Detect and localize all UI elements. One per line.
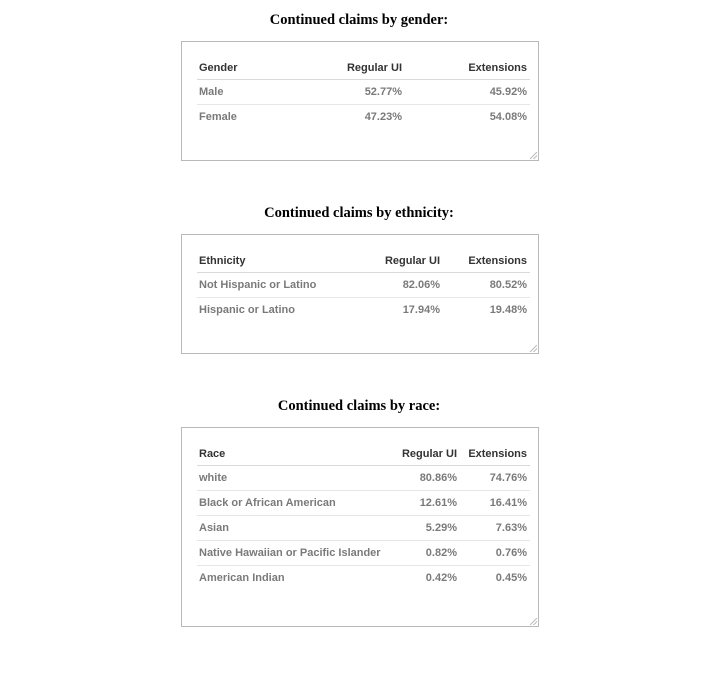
resize-handle-icon[interactable] <box>530 618 537 625</box>
race-table-panel[interactable] <box>181 427 539 627</box>
regular-ui-value: 80.86% <box>396 466 460 491</box>
row-label: Asian <box>197 516 396 541</box>
extensions-value: 45.92% <box>405 80 530 105</box>
row-label: Native Hawaiian or Pacific Islander <box>197 541 396 566</box>
row-label: Not Hispanic or Latino <box>197 273 362 298</box>
table-row <box>197 298 530 323</box>
regular-ui-value: 5.29% <box>396 516 460 541</box>
ethnicity-heading: Continued claims by ethnicity: <box>264 205 454 221</box>
regular-ui-value: 52.77% <box>342 80 405 105</box>
table-row <box>197 541 530 566</box>
regular-ui-value: 0.82% <box>396 541 460 566</box>
table-row <box>197 516 530 541</box>
column-header-gender[interactable]: Gender <box>197 57 342 80</box>
column-header-extensions[interactable]: Extensions <box>443 250 530 273</box>
table-row <box>197 566 530 591</box>
regular-ui-value: 47.23% <box>364 111 402 123</box>
regular-ui-value: 0.42% <box>425 572 457 584</box>
table-row <box>197 105 530 130</box>
extensions-value: 0.45% <box>495 572 527 584</box>
table-header-row <box>197 57 530 80</box>
column-header-regular-ui[interactable]: Regular UI <box>396 443 460 466</box>
extensions-value: 16.41% <box>460 491 530 516</box>
ethnicity-table-panel[interactable] <box>181 234 539 354</box>
extensions-value: 54.08% <box>489 111 527 123</box>
row-label: white <box>197 466 396 491</box>
table-row <box>197 80 530 105</box>
race-heading: Continued claims by race: <box>277 398 441 414</box>
table-row <box>197 273 530 298</box>
row-label: Hispanic or Latino <box>199 304 295 316</box>
column-header-regular-ui[interactable]: Regular UI <box>342 57 405 80</box>
extensions-value: 74.76% <box>460 466 530 491</box>
table-header-row <box>197 250 530 273</box>
row-label: Female <box>199 111 237 123</box>
gender-table-panel[interactable] <box>181 41 539 161</box>
row-label: Black or African American <box>197 491 396 516</box>
column-header-extensions[interactable]: Extensions <box>460 443 530 466</box>
extensions-value: 19.48% <box>489 304 527 316</box>
extensions-value: 80.52% <box>443 273 530 298</box>
gender-table <box>197 57 530 129</box>
column-header-ethnicity[interactable]: Ethnicity <box>197 250 362 273</box>
row-label: Male <box>197 80 342 105</box>
extensions-value: 0.76% <box>460 541 530 566</box>
table-row <box>197 491 530 516</box>
race-table <box>197 443 530 590</box>
regular-ui-value: 17.94% <box>402 304 440 316</box>
row-label: American Indian <box>199 572 285 584</box>
gender-heading: Continued claims by gender: <box>269 12 449 28</box>
column-header-regular-ui[interactable]: Regular UI <box>362 250 443 273</box>
regular-ui-value: 82.06% <box>362 273 443 298</box>
table-row <box>197 466 530 491</box>
extensions-value: 7.63% <box>460 516 530 541</box>
column-header-extensions[interactable]: Extensions <box>405 57 530 80</box>
resize-handle-icon[interactable] <box>530 345 537 352</box>
ethnicity-table <box>197 250 530 322</box>
table-header-row <box>197 443 530 466</box>
resize-handle-icon[interactable] <box>530 152 537 159</box>
regular-ui-value: 12.61% <box>396 491 460 516</box>
column-header-race[interactable]: Race <box>197 443 396 466</box>
